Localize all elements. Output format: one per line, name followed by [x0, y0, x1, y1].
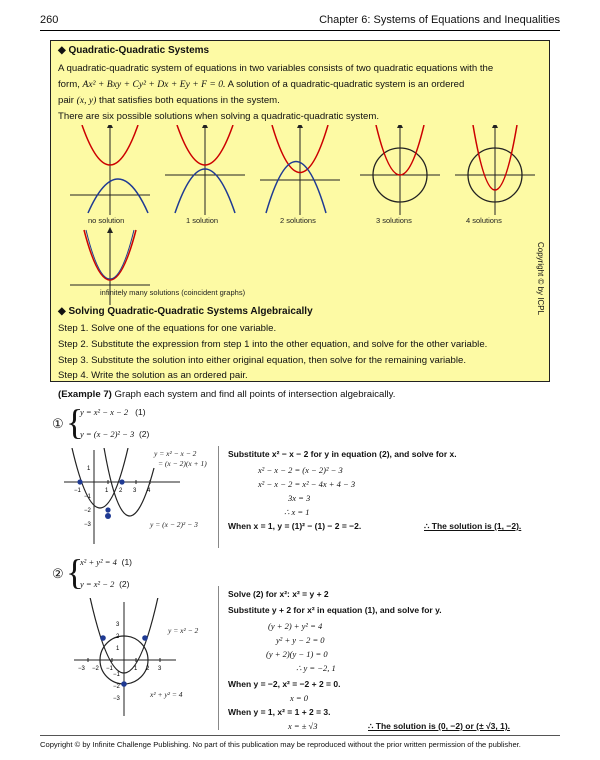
p1-line-5: ∴ x = 1	[284, 507, 310, 517]
solution-types-graphs	[60, 125, 540, 305]
p2-graph-label-2: x² + y² = 4	[150, 690, 183, 699]
p1-tick-x-neg1: −1	[74, 488, 81, 494]
p2-graph	[66, 598, 226, 718]
p1-tick-y-neg3: −3	[84, 522, 91, 528]
p2-tick-y-1: 1	[116, 646, 120, 652]
p1-divider	[218, 446, 219, 548]
p1-tick-y-1: 1	[87, 466, 91, 472]
problem-1-marker: ①	[52, 416, 64, 431]
chapter-title: Chapter 6: Systems of Equations and Inequalities	[319, 14, 560, 26]
p2-tick-x-neg1: −1	[106, 666, 113, 672]
caption-infinite-solutions: infinitely many solutions (coincident graphs)	[100, 288, 246, 297]
footer-rule	[40, 735, 560, 736]
p1-line-4: 3x = 3	[288, 493, 311, 503]
p1-tick-x-2: 2	[119, 488, 123, 494]
p1-line-3: x² − x − 2 = x² − 4x + 4 − 3	[258, 479, 356, 489]
p2-equation-1: x² + y² = 4 (1)	[80, 557, 132, 567]
diamond-bullet-icon: ◆	[58, 45, 66, 56]
caption-no-solution: no solution	[88, 216, 125, 225]
p2-line-10: x = ± √3	[288, 721, 318, 731]
p2-equation-2: y = x² − 2 (2)	[80, 579, 130, 589]
p2-line-9: When y = 1, x² = 1 + 2 = 3.	[228, 707, 331, 717]
diamond-bullet-icon: ◆	[58, 306, 66, 317]
header-rule	[40, 30, 560, 31]
p1-line-2: x² − x − 2 = (x − 2)² − 3	[258, 465, 343, 475]
p1-answer: ∴ The solution is (1, −2).	[424, 521, 522, 531]
p2-tick-x-1: 1	[134, 666, 138, 672]
p1-tick-x-4: 4	[147, 488, 151, 494]
paragraph-line-3: pair (x, y) that satisfies both equations in the system.	[58, 95, 280, 106]
p1-tick-y-neg1: −1	[84, 494, 91, 500]
p2-tick-x-neg2: −2	[92, 666, 99, 672]
graph-one-solution	[165, 125, 245, 215]
caption-four-solutions: 4 solutions	[466, 216, 502, 225]
p1-graph-label-1: y = x² − x − 2	[154, 449, 197, 458]
p1-equation-2: y = (x − 2)² − 3 (2)	[80, 429, 150, 439]
p2-graph-label-1: y = x² − 2	[168, 626, 199, 635]
p2-tick-y-2: 2	[116, 634, 120, 640]
caption-two-solutions: 2 solutions	[280, 216, 316, 225]
page-number: 260	[40, 14, 59, 26]
p2-line-6: ∴ y = −2, 1	[296, 663, 336, 673]
p2-divider	[218, 586, 219, 730]
p2-answer: ∴ The solution is (0, −2) or (± √3, 1).	[368, 721, 511, 731]
graph-no-solution	[70, 125, 150, 215]
p1-graph-label-3: y = (x − 2)² − 3	[150, 520, 198, 529]
vertical-copyright: Copyright © by ICPL	[536, 242, 545, 316]
p1-tick-x-1: 1	[105, 488, 109, 494]
p1-graph-label-2: = (x − 2)(x + 1)	[158, 459, 207, 468]
footer-copyright: Copyright © by Infinite Challenge Publishing. No part of this publication may be reproduced without the prior written permission of the publisher.	[40, 740, 521, 749]
p2-line-7: When y = −2, x² = −2 + 2 = 0.	[228, 679, 341, 689]
step-4: Step 4. Write the solution as an ordered pair.	[58, 370, 248, 381]
section-title-2: ◆ Solving Quadratic-Quadratic Systems Algebraically	[58, 306, 313, 317]
p2-line-2: Substitute y + 2 for x² in equation (1), and solve for y.	[228, 605, 442, 615]
general-equation: Ax² + Bxy + Cy² + Dx + Ey + F = 0.	[82, 79, 226, 90]
p2-line-4: y² + y − 2 = 0	[276, 635, 325, 645]
problem-2-marker: ②	[52, 566, 64, 581]
paragraph-line-4: There are six possible solutions when solving a quadratic-quadratic system.	[58, 111, 380, 122]
p2-line-3: (y + 2) + y² = 4	[268, 621, 323, 631]
p1-line-6: When x = 1, y = (1)² − (1) − 2 = −2.	[228, 521, 362, 531]
p2-line-5: (y + 2)(y − 1) = 0	[266, 649, 328, 659]
caption-three-solutions: 3 solutions	[376, 216, 412, 225]
p2-tick-y-neg3: −3	[113, 696, 120, 702]
caption-one-solution: 1 solution	[186, 216, 219, 225]
p2-tick-x-2: 2	[146, 666, 150, 672]
step-2: Step 2. Substitute the expression from step 1 into the other equation, and solve for the other variable.	[58, 339, 488, 350]
graph-three-solutions	[360, 125, 440, 215]
p1-equation-1: y = x² − x − 2 (1)	[80, 407, 146, 417]
graph-four-solutions	[455, 125, 535, 215]
p2-tick-y-neg2: −2	[113, 684, 120, 690]
system-brace: {	[66, 402, 84, 442]
system-brace: {	[66, 552, 84, 592]
graph-two-solutions	[260, 125, 340, 215]
p1-line-1: Substitute x² − x − 2 for y in equation (2), and solve for x.	[228, 449, 457, 459]
step-3: Step 3. Substitute the solution into either original equation, then solve for the remaining variable.	[58, 355, 466, 366]
p2-tick-x-neg3: −3	[78, 666, 85, 672]
step-1: Step 1. Solve one of the equations for one variable.	[58, 323, 277, 334]
section-title-1: ◆ Quadratic-Quadratic Systems	[58, 45, 210, 56]
p2-line-8: x = 0	[290, 693, 309, 703]
example-heading: (Example 7) Graph each system and find all points of intersection algebraically.	[58, 389, 396, 400]
p2-line-1: Solve (2) for x²: x² = y + 2	[228, 589, 329, 599]
paragraph-line-2: form, Ax² + Bxy + Cy² + Dx + Ey + F = 0. A solution of a quadratic-quadratic system is an ordered	[58, 79, 465, 90]
paragraph-line-1: A quadratic-quadratic system of equations in two variables consists of two quadratic equations with the	[58, 63, 494, 74]
p1-tick-y-neg2: −2	[84, 508, 91, 514]
p2-tick-y-3: 3	[116, 622, 120, 628]
p2-tick-y-neg1: −1	[113, 672, 120, 678]
p1-tick-x-3: 3	[133, 488, 137, 494]
p2-tick-x-3: 3	[158, 666, 162, 672]
